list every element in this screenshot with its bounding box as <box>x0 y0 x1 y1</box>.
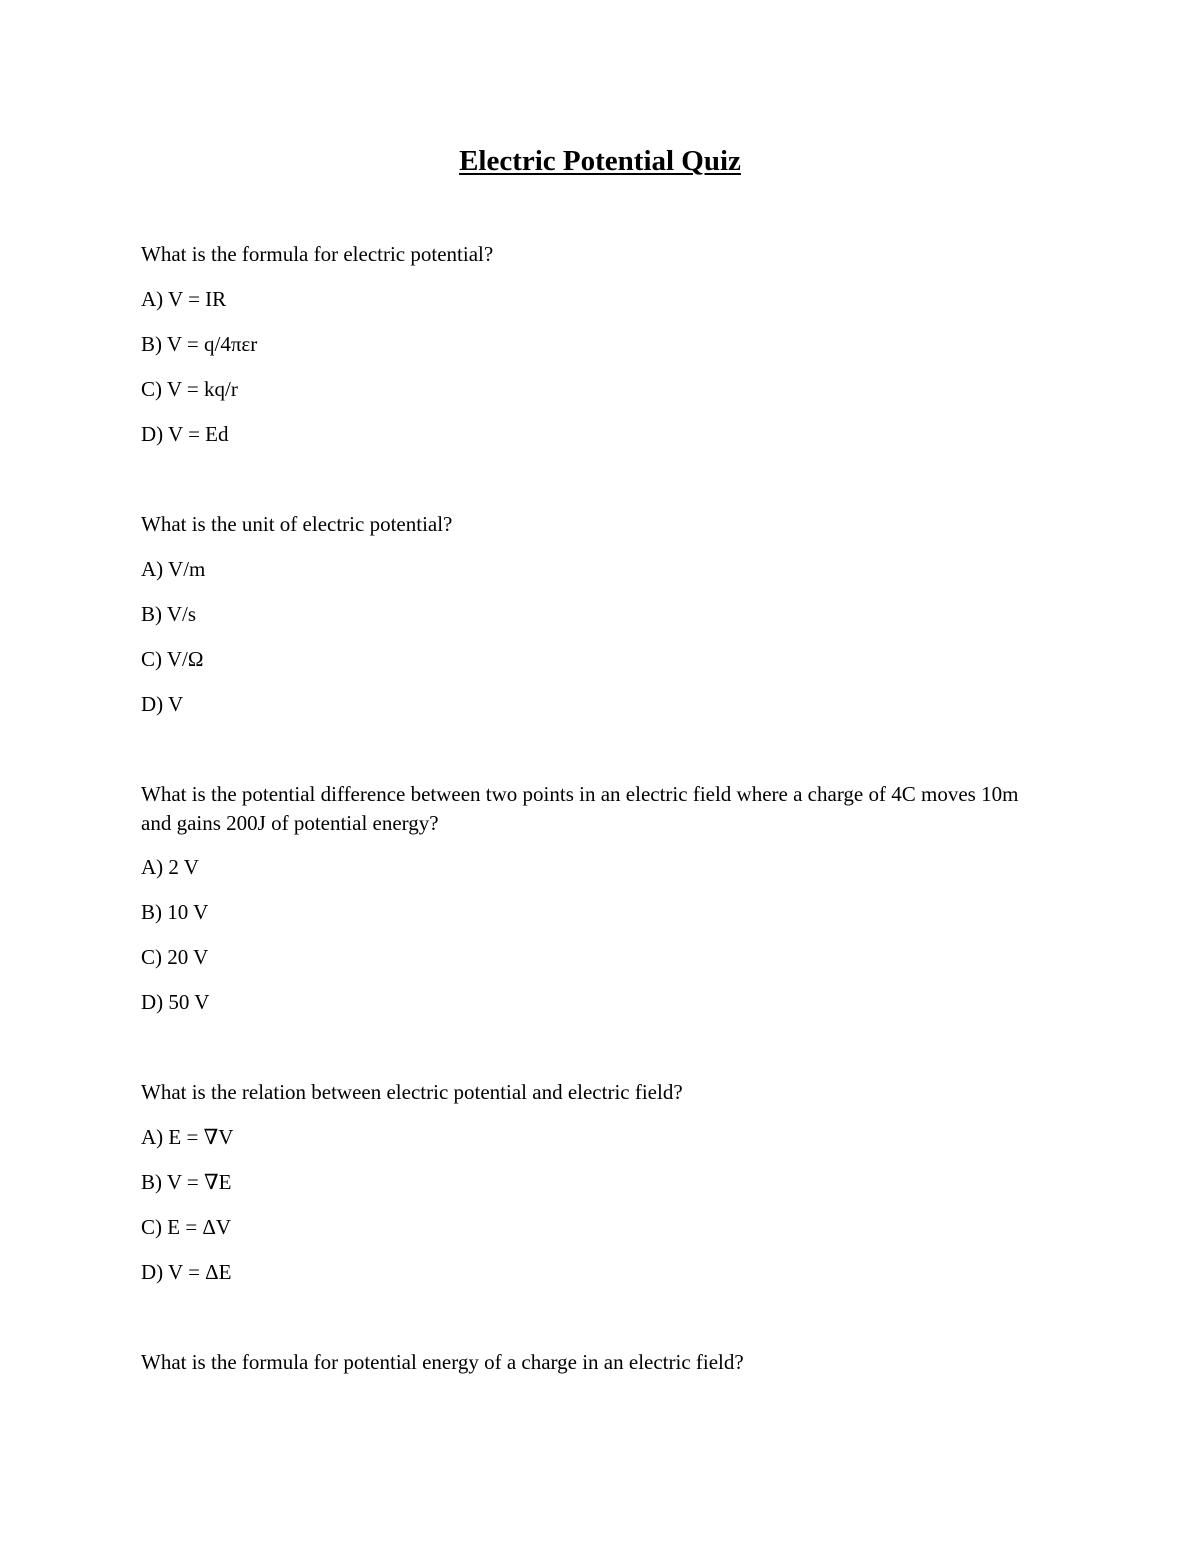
question-2-option-b: B) V/s <box>141 602 197 626</box>
question-4-option-c: C) E = ΔV <box>141 1215 232 1239</box>
question-2-text: What is the unit of electric potential? <box>141 512 453 536</box>
question-1-option-b: B) V = q/4πεr <box>141 332 258 356</box>
question-3-option-a: A) 2 V <box>141 855 199 879</box>
question-1-option-a: A) V = IR <box>141 287 227 311</box>
question-1-option-d: D) V = Ed <box>141 422 229 446</box>
question-4-text: What is the relation between electric potential and electric field? <box>141 1080 683 1104</box>
question-4-option-b: B) V = ∇E <box>141 1170 232 1194</box>
question-2-option-d: D) V <box>141 692 184 716</box>
question-3-option-b: B) 10 V <box>141 900 209 924</box>
question-1-option-c: C) V = kq/r <box>141 377 238 401</box>
question-3-text: What is the potential difference between two points in an electric field where a charge of 4C moves 10m and gains 200J of potential energy? <box>141 782 1019 835</box>
page-title: Electric Potential Quiz <box>459 145 741 177</box>
question-4-option-a: A) E = ∇V <box>141 1125 234 1149</box>
question-2-option-c: C) V/Ω <box>141 647 204 671</box>
question-3-option-c: C) 20 V <box>141 945 209 969</box>
question-4-option-d: D) V = ΔE <box>141 1260 232 1284</box>
question-3-option-d: D) 50 V <box>141 990 210 1014</box>
question-2-option-a: A) V/m <box>141 557 206 581</box>
question-1-text: What is the formula for electric potential? <box>141 242 494 266</box>
question-5-text: What is the formula for potential energy of a charge in an electric field? <box>141 1350 744 1374</box>
